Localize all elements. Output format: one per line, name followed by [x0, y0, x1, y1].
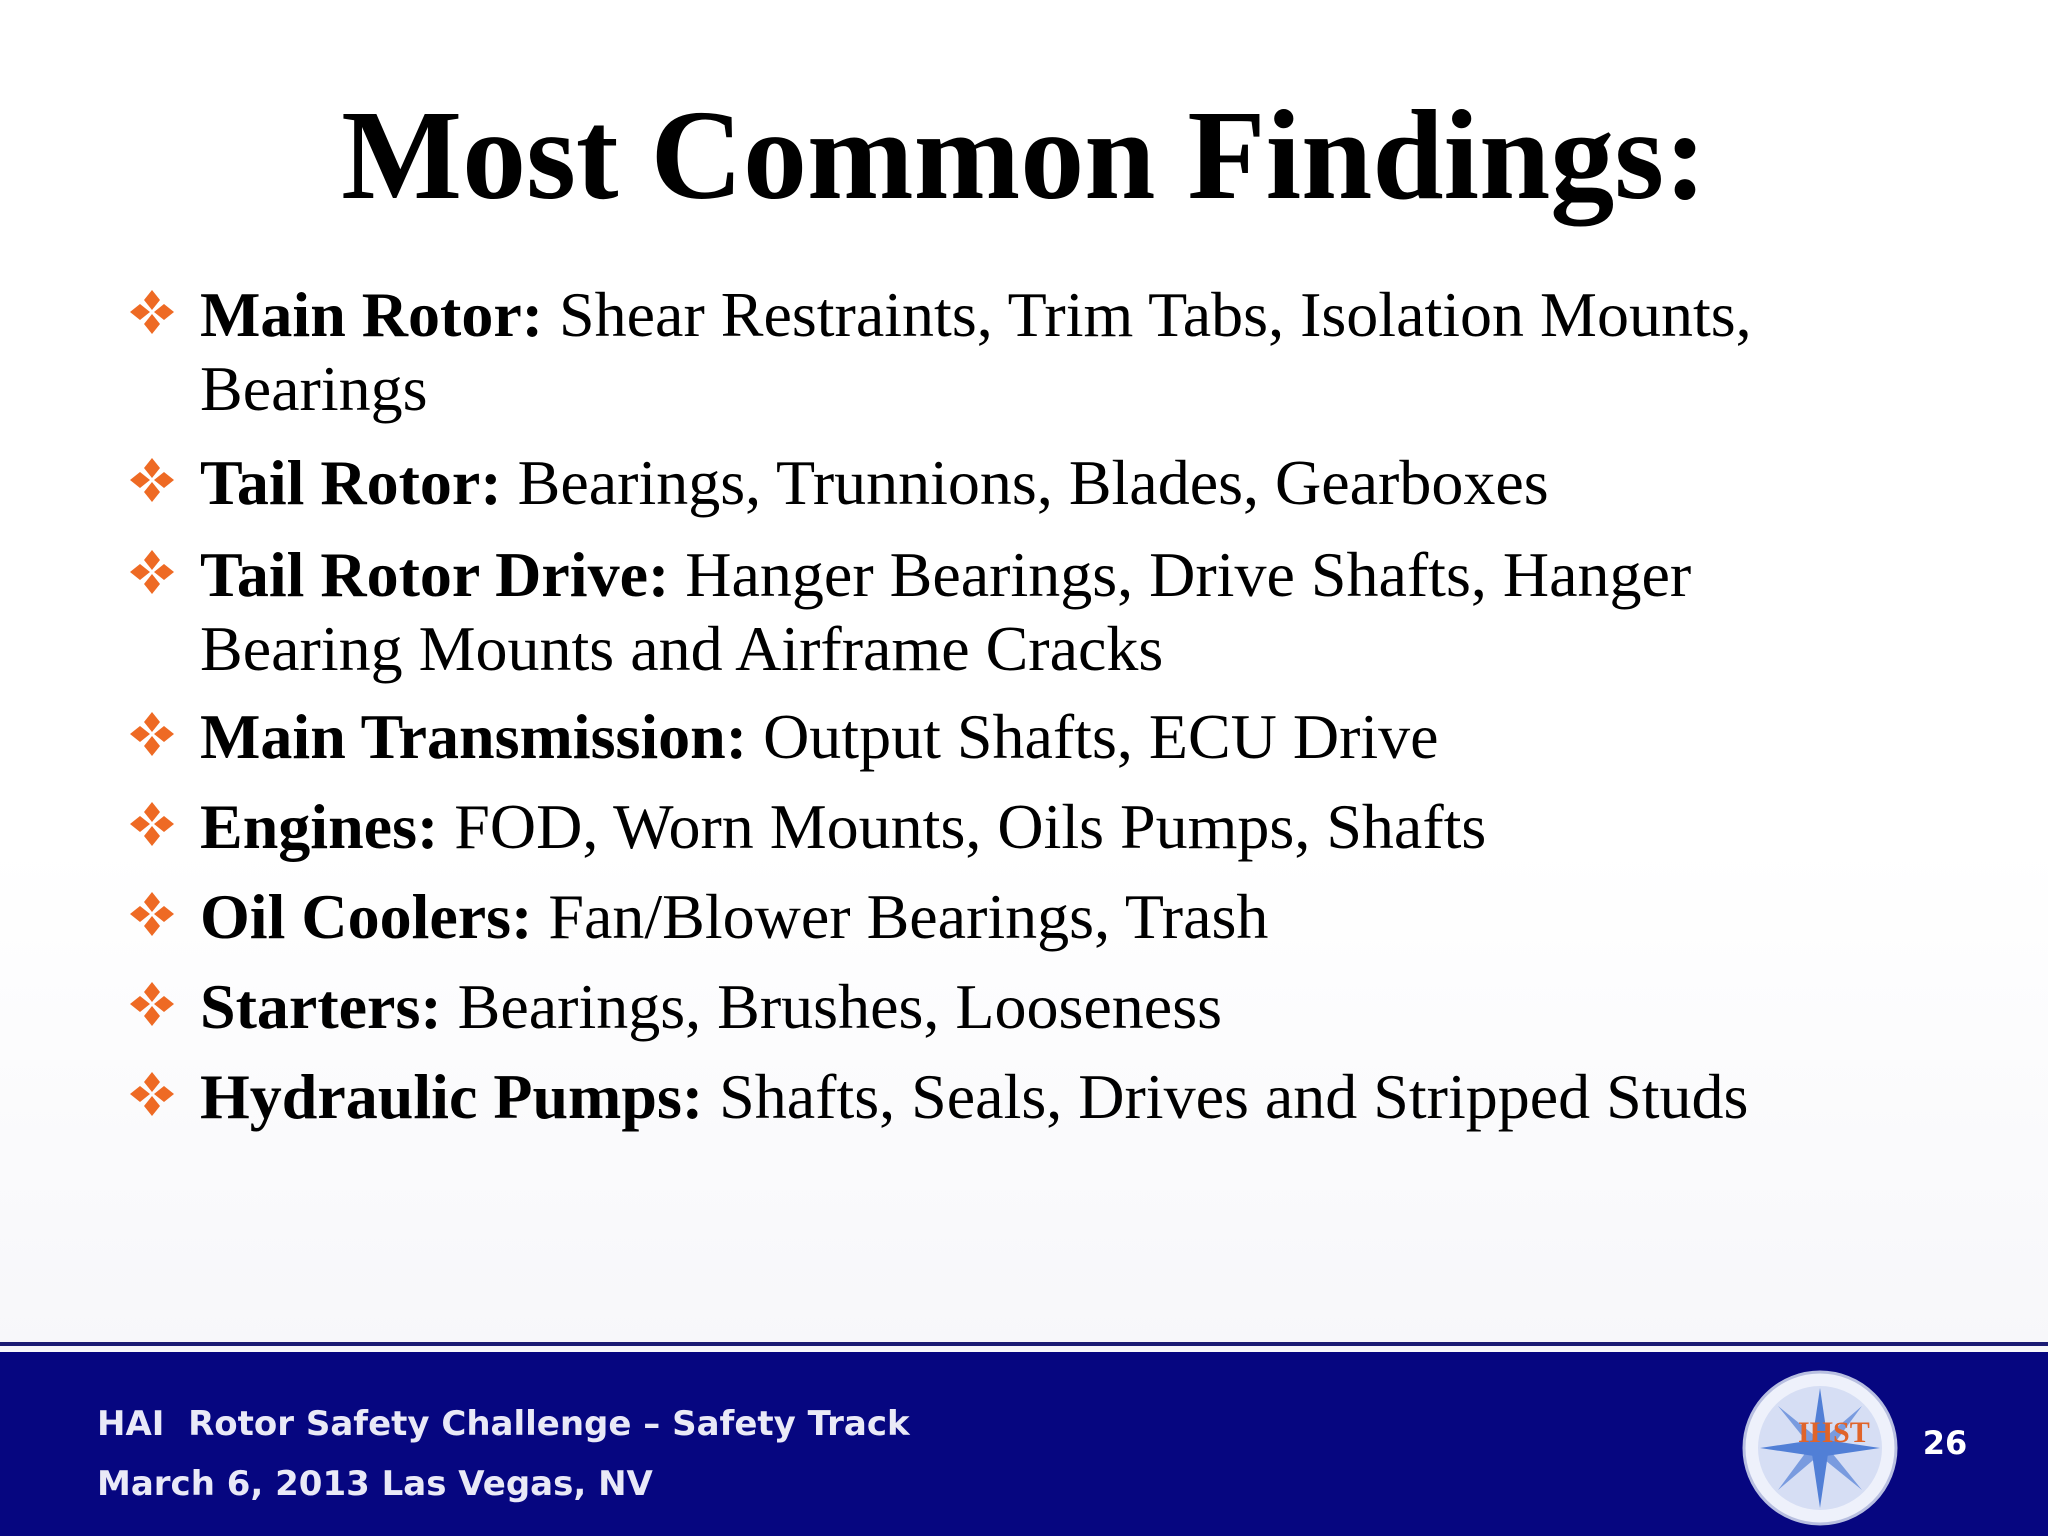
ihst-logo — [1740, 1368, 1900, 1528]
finding-detail: Shear Restraints, Trim Tabs, Isolation Mounts, — [559, 279, 1752, 350]
finding-item — [200, 970, 1900, 1044]
footer-event-title: HAI Rotor Safety Challenge – Safety Track — [97, 1404, 910, 1444]
finding-detail-continued: Bearing Mounts and Airframe Cracks — [200, 613, 1164, 684]
four-diamond-bullet-icon — [128, 548, 176, 596]
four-diamond-bullet-icon — [128, 890, 176, 938]
footer — [0, 1352, 2048, 1536]
finding-category: Oil Coolers: — [200, 881, 533, 952]
four-diamond-bullet-icon — [128, 710, 176, 758]
finding-category: Main Rotor: — [200, 279, 544, 350]
four-diamond-bullet-icon — [128, 800, 176, 848]
finding-detail-continued: Bearings — [200, 353, 428, 424]
finding-item — [200, 278, 1900, 426]
four-diamond-bullet-icon — [128, 456, 176, 504]
finding-detail: Shafts, Seals, Drives and Stripped Studs — [719, 1061, 1749, 1132]
finding-item — [200, 1060, 1900, 1134]
four-diamond-bullet-icon — [128, 1070, 176, 1118]
finding-detail: FOD, Worn Mounts, Oils Pumps, Shafts — [454, 791, 1487, 862]
finding-detail: Bearings, Brushes, Looseness — [457, 971, 1222, 1042]
finding-item — [200, 446, 1900, 520]
finding-category: Tail Rotor Drive: — [200, 539, 670, 610]
finding-item — [200, 880, 1900, 954]
finding-detail: Bearings, Trunnions, Blades, Gearboxes — [517, 447, 1549, 518]
finding-detail: Output Shafts, ECU Drive — [763, 701, 1439, 772]
footer-event-date-location: March 6, 2013 Las Vegas, NV — [97, 1464, 653, 1504]
finding-detail: Hanger Bearings, Drive Shafts, Hanger — [685, 539, 1692, 610]
finding-item — [200, 538, 1900, 686]
finding-item — [200, 790, 1900, 864]
four-diamond-bullet-icon — [128, 980, 176, 1028]
page-number: 26 — [1922, 1424, 1968, 1462]
finding-item — [200, 700, 1900, 774]
four-diamond-bullet-icon — [128, 288, 176, 336]
finding-category: Main Transmission: — [200, 701, 748, 772]
finding-category: Engines: — [200, 791, 439, 862]
finding-category: Hydraulic Pumps: — [200, 1061, 704, 1132]
finding-detail: Fan/Blower Bearings, Trash — [548, 881, 1269, 952]
svg-text:IHST: IHST — [1798, 1416, 1870, 1449]
slide-title: Most Common Findings: — [341, 84, 1707, 226]
footer-divider — [0, 1342, 2048, 1346]
finding-category: Starters: — [200, 971, 442, 1042]
finding-category: Tail Rotor: — [200, 447, 502, 518]
